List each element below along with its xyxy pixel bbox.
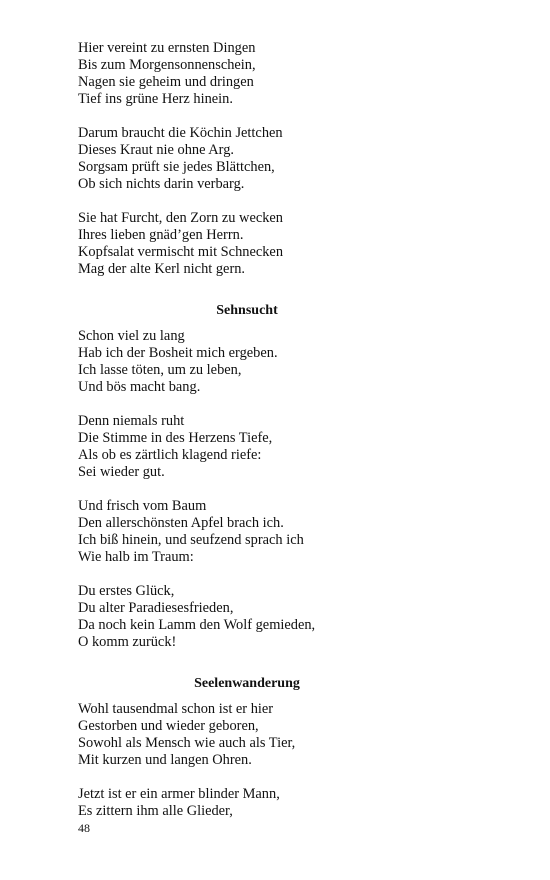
verse-line: Darum braucht die Köchin Jettchen [78, 125, 283, 141]
poem-title: Seelenwanderung [194, 676, 300, 691]
stanza [78, 701, 478, 769]
verse-line: Ich biß hinein, und seufzend sprach ich [78, 532, 304, 548]
verse-line: Du erstes Glück, [78, 583, 175, 599]
verse-line: Dieses Kraut nie ohne Arg. [78, 142, 234, 158]
poem-title: Sehnsucht [216, 303, 278, 318]
verse-line: Wie halb im Traum: [78, 549, 194, 565]
verse-line: Es zittern ihm alle Glieder, [78, 803, 233, 819]
verse-line: Sorgsam prüft sie jedes Blättchen, [78, 159, 275, 175]
verse-line: Da noch kein Lamm den Wolf gemieden, [78, 617, 316, 633]
verse-line: Den allerschönsten Apfel brach ich. [78, 515, 284, 531]
verse-line: Gestorben und wieder geboren, [78, 718, 259, 734]
verse-line: Nagen sie geheim und dringen [78, 74, 254, 90]
verse-line: Bis zum Morgensonnenschein, [78, 57, 256, 73]
poem-sehnsucht [78, 302, 478, 651]
verse-line: Denn niemals ruht [78, 413, 185, 429]
verse-line: Tief ins grüne Herz hinein. [78, 91, 233, 107]
verse-line: Hab ich der Bosheit mich ergeben. [78, 345, 278, 361]
verse-line: Mit kurzen und langen Ohren. [78, 752, 252, 768]
verse-line: Jetzt ist er ein armer blinder Mann, [78, 786, 280, 802]
stanza [78, 125, 478, 193]
poem-seelenwanderung [78, 675, 478, 820]
verse-line: O komm zurück! [78, 634, 177, 650]
verse-line: Du alter Paradiesesfrieden, [78, 600, 234, 616]
verse-line: Kopfsalat vermischt mit Schnecken [78, 244, 284, 260]
verse-line: Sie hat Furcht, den Zorn zu wecken [78, 210, 284, 226]
verse-line: Ihres lieben gnäd’gen Herrn. [78, 227, 244, 243]
poem-continued [78, 40, 478, 278]
verse-line: Sowohl als Mensch wie auch als Tier, [78, 735, 296, 751]
stanza [78, 328, 478, 396]
stanza [78, 40, 478, 108]
verse-line: Ich lasse töten, um zu leben, [78, 362, 242, 378]
verse-line: Ob sich nichts darin verbarg. [78, 176, 245, 192]
verse-line: Hier vereint zu ernsten Dingen [78, 40, 256, 56]
page-body [78, 40, 478, 837]
verse-line: Wohl tausendmal schon ist er hier [78, 701, 274, 717]
stanza [78, 498, 478, 566]
page-number: 48 [78, 821, 90, 835]
verse-line: Und frisch vom Baum [78, 498, 207, 514]
verse-line: Mag der alte Kerl nicht gern. [78, 261, 246, 277]
verse-line: Die Stimme in des Herzens Tiefe, [78, 430, 273, 446]
stanza [78, 786, 478, 820]
verse-line: Und bös macht bang. [78, 379, 201, 395]
verse-line: Schon viel zu lang [78, 328, 185, 344]
stanza [78, 583, 478, 651]
stanza [78, 413, 478, 481]
stanza [78, 210, 478, 278]
verse-line: Als ob es zärtlich klagend riefe: [78, 447, 262, 463]
verse-line: Sei wieder gut. [78, 464, 165, 480]
